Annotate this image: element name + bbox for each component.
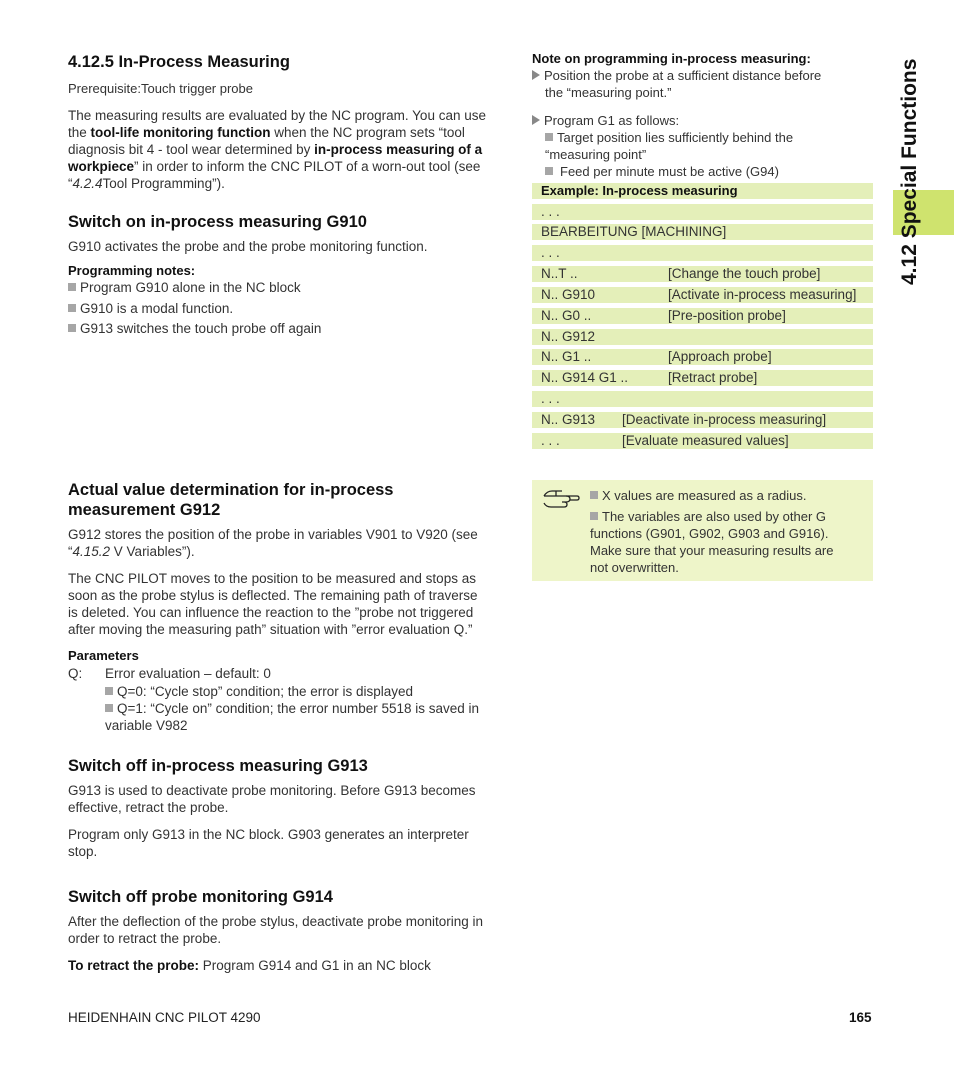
example-row: BEARBEITUNG [MACHINING] (532, 224, 873, 240)
g914-paragraph: After the deflection of the probe stylus, deactivate probe monitoring in order to retract the probe. (68, 914, 483, 946)
bullet-square-icon (68, 324, 76, 332)
tip-box (532, 480, 873, 581)
parameters-heading: Parameters (68, 648, 139, 663)
g912-paragraph-1: G912 stores the position of the probe in variables V901 to V920 (see “4.15.2 V Variables”). (68, 527, 478, 559)
bullet-square-icon (105, 704, 113, 712)
example-row: N.. G0 .. [Pre-position probe] (532, 308, 873, 324)
list-item: Position the probe at a sufficient distance before (532, 67, 872, 84)
g914-heading: Switch off probe monitoring G914 (68, 888, 333, 906)
chapter-label: 4.12 Special Functions (898, 58, 921, 285)
param-q-text: Error evaluation – default: 0 (105, 666, 271, 681)
g910-notes-list (68, 279, 321, 341)
example-row: . . . (532, 204, 873, 220)
g913-paragraph-1: G913 is used to deactivate probe monitoring. Before G913 becomes effective, retract the probe. (68, 783, 476, 815)
example-title-row: Example: In-process measuring (532, 183, 873, 199)
arrow-right-icon (532, 70, 540, 80)
intro-paragraph (68, 107, 513, 192)
intro-line: workpiece” in order to inform the CNC PILOT of a worn-out tool (see (68, 159, 481, 174)
example-row: N.. G913 [Deactivate in-process measuring] (532, 412, 873, 428)
g910-text: G910 activates the probe and the probe monitoring function. (68, 239, 428, 254)
intro-line: the tool-life monitoring function when the NC program sets “tool (68, 125, 465, 140)
list-item: Program G1 as follows: (532, 112, 872, 129)
g913-heading: Switch off in-process measuring G913 (68, 757, 368, 775)
bullet-square-icon (68, 304, 76, 312)
list-item: Target position lies sufficiently behind the (532, 129, 872, 146)
bullet-square-icon (590, 491, 598, 499)
example-row: N.. G914 G1 .. [Retract probe] (532, 370, 873, 386)
param-option-2: Q=1: “Cycle on” condition; the error number 5518 is saved in variable V982 (105, 701, 480, 733)
g910-heading: Switch on in-process measuring G910 (68, 213, 367, 231)
intro-line: “4.2.4Tool Programming”). (68, 176, 225, 191)
note-list (532, 67, 872, 180)
example-row: . . . (532, 391, 873, 407)
intro-line: diagnosis bit 4 - tool wear determined by in-process measuring of a (68, 142, 483, 157)
page-number: 165 (849, 1010, 872, 1025)
programming-notes-heading: Programming notes: (68, 263, 196, 278)
g914-retract-line: To retract the probe: Program G914 and G1 in an NC block (68, 958, 431, 973)
example-row: . . . (532, 245, 873, 261)
example-row: N.. G910 [Activate in-process measuring] (532, 287, 873, 303)
list-item: G910 is a modal function. (68, 300, 321, 321)
param-option-1: Q=0: “Cycle stop” condition; the error is displayed (105, 683, 413, 700)
bullet-square-icon (68, 283, 76, 291)
example-row: N.. G1 .. [Approach probe] (532, 349, 873, 365)
pointing-hand-icon (542, 487, 580, 511)
tip-item: The variables are also used by other G functions (G901, G902, G903 and G916). Make sure that your measuring results are not overwritten. (590, 509, 834, 575)
tip-item: X values are measured as a radius. (590, 487, 807, 504)
g912-heading: Actual value determination for in-process measurement G912 (68, 481, 394, 519)
note-heading: Note on programming in-process measuring: (532, 51, 811, 66)
bullet-square-icon (590, 512, 598, 520)
list-item: Feed per minute must be active (G94) (532, 163, 872, 180)
list-item: “measuring point” (545, 147, 647, 162)
g913-paragraph-2: Program only G913 in the NC block. G903 generates an interpreter stop. (68, 827, 469, 859)
list-item: the “measuring point.” (545, 85, 672, 100)
list-item: G913 switches the touch probe off again (68, 320, 321, 341)
prerequisite-text: Prerequisite:Touch trigger probe (68, 81, 253, 96)
list-item: Program G910 alone in the NC block (68, 279, 321, 300)
bullet-square-icon (545, 167, 553, 175)
bullet-square-icon (105, 687, 113, 695)
example-row: N.. G912 (532, 329, 873, 345)
example-row: N..T .. [Change the touch probe] (532, 266, 873, 282)
footer-title: HEIDENHAIN CNC PILOT 4290 (68, 1010, 261, 1025)
intro-line: The measuring results are evaluated by the NC program. You can use (68, 108, 486, 123)
example-row: . . . [Evaluate measured values] (532, 433, 873, 449)
g912-paragraph-2: The CNC PILOT moves to the position to be measured and stops as soon as the probe stylus is deflected. The remaining path of traverse is deleted. You can influence the reaction to the ”probe not triggered after moving the measuring path” situation with ”error evaluation Q.” (68, 571, 478, 637)
section-heading: 4.12.5 In-Process Measuring (68, 53, 290, 71)
param-q-label: Q: (68, 666, 83, 681)
bullet-square-icon (545, 133, 553, 141)
arrow-right-icon (532, 115, 540, 125)
